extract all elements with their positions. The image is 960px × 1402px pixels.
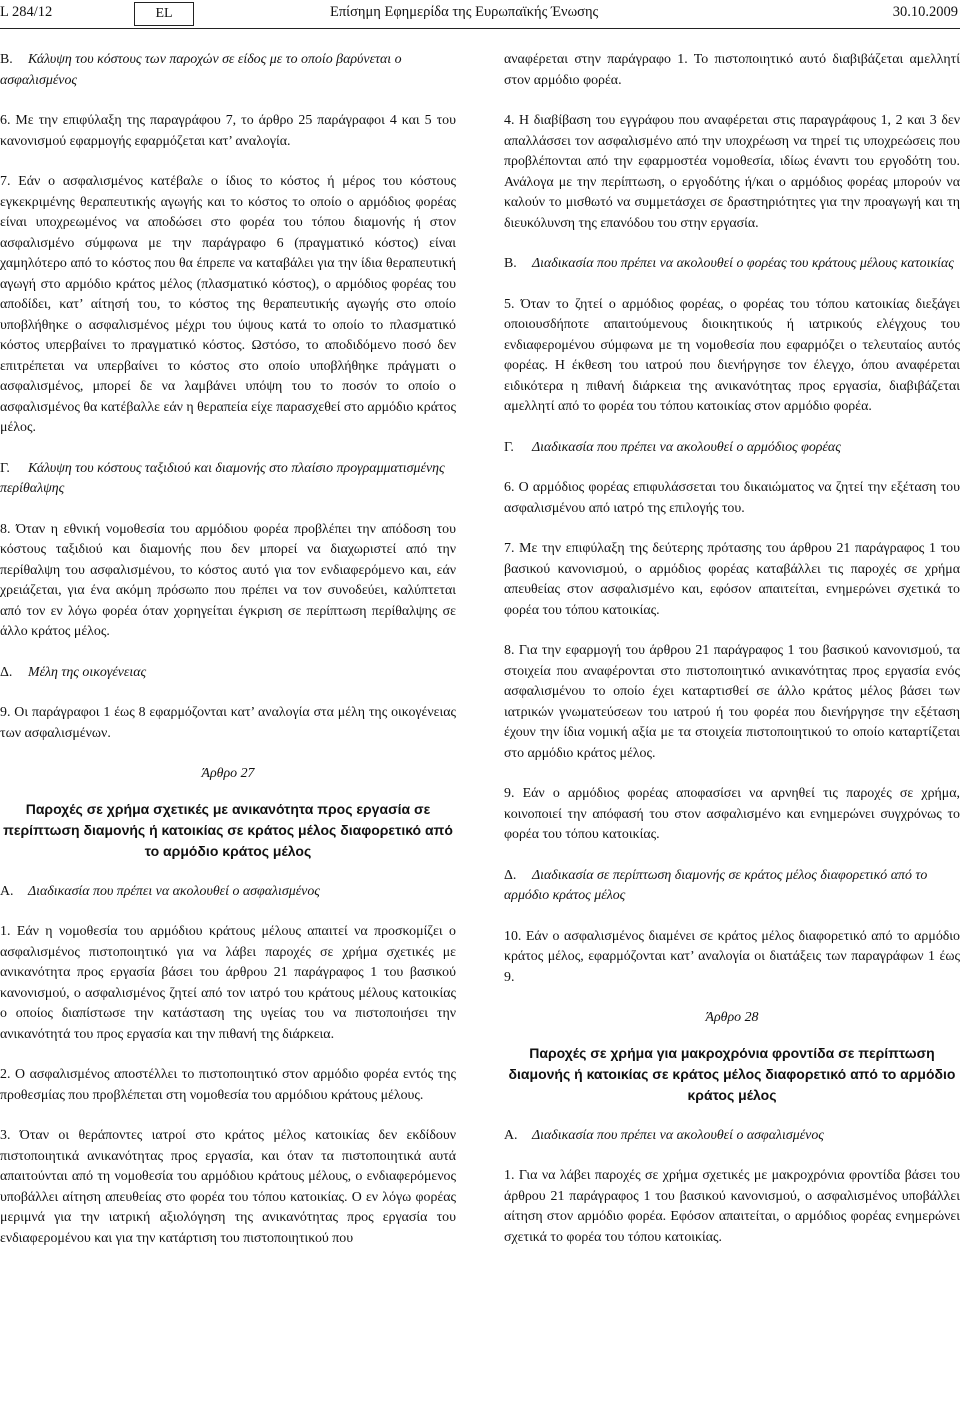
section-heading: Γ. Κάλυψη του κόστους ταξιδιού και διαμονής στο πλαίσιο προγραμματισμένης περίθαλψης: [0, 460, 445, 496]
paragraph-7: 7. Με την επιφύλαξη της δεύτερης πρότασης του άρθρου 21 παράγραφος 1 του βασικού κανονισμού, ο αρμόδιος φορέας καταβάλλει τις παροχές σε χρήμα απευθείας στον ασφαλισμένο και, εφόσον απαιτείται, ενημερώνει σχετικά το φορέα του τόπου κατοικίας.: [504, 541, 960, 618]
paragraph-continued: αναφέρεται στην παράγραφο 1. Το πιστοποιητικό αυτό διαβιβάζεται αμελλητί στον αρμόδιο φορέα.: [504, 52, 960, 88]
paragraph-6: 6. Με την επιφύλαξη της παραγράφου 7, το άρθρο 25 παράγραφοι 4 και 5 του κανονισμού εφαρμογής εφαρμόζεται κατ’ αναλογία.: [0, 113, 456, 149]
paragraph-8: 8. Όταν η εθνική νομοθεσία του αρμόδιου φορέα προβλέπει την απόδοση του κόστους ταξιδιού και διαμονής που δεν μπορεί να διαχωριστεί από την περίθαλψη του ασφαλισμένου, το κόστος αυτό για τον ενδιαφερόμενο και, εάν χρειάζεται, για ένα ακόμη πρόσωπο που πρέπει να τον συνοδεύει, καλύπτεται από τον εν λόγω φορέα όταν χορηγείται έγκριση σε περίπτωση περίθαλψης σε άλλο κράτος μέλος.: [0, 521, 456, 639]
article-heading: Παροχές σε χρήμα σχετικές με ανικανότητα προς εργασία σε περίπτωση διαμονής ή κατοικίας σε κράτος μέλος διαφορετικό από το αρμόδιο κράτος μέλος: [3, 800, 453, 859]
left-column: [0, 50, 456, 1269]
language-box: EL: [134, 2, 194, 26]
paragraph-7: 7. Εάν ο ασφαλισμένος κατέβαλε ο ίδιος το κόστος ή μέρος του κόστους εγκεκριμένης θεραπευτικής αγωγής και το κόστος το οποίο ο αρμόδιος φορέας είναι υποχρεωμένος να αποδώσει στο φορέα του τόπου διαμονής ή στον ασφαλισμένο σύμφωνα με την παράγραφο 6 (πραγματικό κόστος) είναι χαμηλότερο από το κόστος που θα έπρεπε να καταβάλει για την ίδια θεραπευτική αγωγή στο αρμόδιο κράτος μέλος (πλασματικό κόστος), ο αρμόδιος φορέας του αποδίδει, κατ’ αίτησή του, το κόστος της θεραπευτικής αγωγής στο οποίο υποβλήθηκε ο ασφαλισμένος μέχρι του ύψους κατά το οποίο το πλασματικό κόστος υπερβαίνει το πραγματικό κόστος. Ωστόσο, το αποδιδόμενο ποσό δεν επιτρέπεται να υπερβαίνει το κόστος στο οποίο υποβλήθηκε πράγματι ο ασφαλισμένος, μπορεί δε να λαμβάνει υπόψη του το ποσόν το οποίο ο ασφαλισμένος θα κατέβαλλε εάν η θεραπεία είχε παρασχεθεί στο αρμόδιο κράτος μέλος.: [0, 174, 456, 435]
section-heading: Α. Διαδικασία που πρέπει να ακολουθεί ο ασφαλισμένος: [504, 1127, 824, 1143]
article-heading: Παροχές σε χρήμα για μακροχρόνια φροντίδα σε περίπτωση διαμονής ή κατοικίας σε κράτος μέλος διαφορετικό από το αρμόδιο κράτος μέλος: [508, 1044, 956, 1103]
paragraph-1: 1. Εάν η νομοθεσία του αρμόδιου κράτους μέλους απαιτεί να προσκομίζει ο ασφαλισμένος πιστοποιητικό για να λάβει παροχές σε χρήμα σχετικές με ανικανότητα προς εργασία βάσει του άρθρου 21 παράγραφος 1 του βασικού κανονισμού, ο ασφαλισμένος ζητεί από τον ιατρό του κράτους μέλους κατοικίας ο οποίος διαπίστωσε την κατάσταση της υγείας του να πιστοποιήσει την ανικανότητά του προς εργασία και την πιθανή της διάρκεια.: [0, 924, 456, 1042]
section-heading: Δ. Μέλη της οικογένειας: [0, 664, 147, 680]
issue-date: 30.10.2009: [892, 4, 958, 20]
journal-title: Επίσημη Εφημερίδα της Ευρωπαϊκής Ένωσης: [330, 4, 599, 20]
section-heading: Γ. Διαδικασία που πρέπει να ακολουθεί ο αρμόδιος φορέας: [504, 439, 841, 455]
paragraph-9: 9. Εάν ο αρμόδιος φορέας αποφασίσει να αρνηθεί τις παροχές σε χρήμα, κοινοποιεί την απόφασή του στον ασφαλισμένο και ενημερώνει συγχρόνως το φορέα του τόπου κατοικίας.: [504, 786, 960, 842]
paragraph-3: 3. Όταν οι θεράποντες ιατροί στο κράτος μέλος κατοικίας δεν εκδίδουν πιστοποιητικά ανικανότητας προς εργασία, και όταν τα πιστοποιητικά αυτά απαιτούνται από τη νομοθεσία του αρμόδιου κράτους μέλους, ο ενδιαφερόμενος υποβάλλει αίτηση απευθείας στο φορέα του τόπου κατοικίας. Ο εν λόγω φορέας μεριμνά για την ιατρική αξιολόγηση της ανικανότητας προς εργασία του ενδιαφερομένου και για την κατάρτιση του πιστοποιητικού που: [0, 1128, 456, 1246]
paragraph-5: 5. Όταν το ζητεί ο αρμόδιος φορέας, ο φορέας του τόπου κατοικίας διεξάγει οποιουσδήποτε απαιτούμενους διοικητικούς ή ιατρικούς ελέγχους του ενδιαφερομένου σύμφωνα με τη νομοθεσία που εφαρμόζει ο τελευταίος αυτός φορέας. Η έκθεση του ιατρού που διενήργησε τον έλεγχο, όπου αναφέρεται ειδικότερα η πιθανή διάρκεια της ανικανότητας προς εργασία, διαβιβάζεται αμελλητί από το φορέα του τόπου κατοικίας στον αρμόδιο φορέα.: [504, 296, 960, 414]
section-heading: Α. Διαδικασία που πρέπει να ακολουθεί ο ασφαλισμένος: [0, 883, 320, 899]
paragraph-9: 9. Οι παράγραφοι 1 έως 8 εφαρμόζονται κατ’ αναλογία στα μέλη της οικογένειας των ασφαλισμένων.: [0, 705, 456, 741]
paragraph-4: 4. Η διαβίβαση του εγγράφου που αναφέρεται στις παραγράφους 1, 2 και 3 δεν απαλλάσσει τον ασφαλισμένο από την υποχρέωση να τηρεί τις υποχρεώσεις που προβλέπονται από την εφαρμοστέα νομοθεσία, ιδίως έναντι του εργοδότη του. Ανάλογα με την περίπτωση, ο εργοδότης ή/και ο αρμόδιος φορέας μπορούν να καλούν το μισθωτό να συμμετάσχει σε δραστηριότητες για την προαγωγή και τη διευκόλυνση της επανόδου του στην εργασία.: [504, 113, 960, 231]
paragraph-6: 6. Ο αρμόδιος φορέας επιφυλάσσεται του δικαιώματος να ζητεί την εξέταση του ασφαλισμένου από ιατρό της επιλογής του.: [504, 480, 960, 516]
section-heading: Δ. Διαδικασία σε περίπτωση διαμονής σε κράτος μέλος διαφορετικό από το αρμόδιο κράτος μέλος: [504, 867, 928, 903]
article-title: Άρθρο 28: [705, 1010, 759, 1025]
paragraph-1: 1. Για να λάβει παροχές σε χρήμα σχετικές με μακροχρόνια φροντίδα βάσει του άρθρου 21 παράγραφος 1 του βασικού κανονισμού, ο ασφαλισμένος υποβάλλει αίτηση στον αρμόδιο φορέα. Εφόσον απαιτείται, ο αρμόδιος φορέας ενημερώνει σχετικά το φορέα του τόπου κατοικίας.: [504, 1168, 960, 1245]
section-heading: Β. Διαδικασία που πρέπει να ακολουθεί ο φορέας του κράτους μέλους κατοικίας: [504, 256, 954, 271]
paragraph-2: 2. Ο ασφαλισμένος αποστέλλει το πιστοποιητικό στον αρμόδιο φορέα εντός της προθεσμίας που προβλέπεται στη νομοθεσία του αρμόδιου κράτους μέλους.: [0, 1067, 456, 1103]
right-column: [504, 50, 960, 1268]
article-title: Άρθρο 27: [201, 766, 255, 781]
section-heading: Β. Κάλυψη του κόστους των παροχών σε είδος με το οποίο βαρύνεται ο ασφαλισμένος: [0, 52, 402, 88]
paragraph-10: 10. Εάν ο ασφαλισμένος διαμένει σε κράτος μέλος διαφορετικό από το αρμόδιο κράτος μέλος, εφαρμόζονται κατ’ αναλογία οι διατάξεις των παραγράφων 1 έως 9.: [504, 928, 960, 985]
page-number: L 284/12: [0, 4, 53, 20]
paragraph-8: 8. Για την εφαρμογή του άρθρου 21 παράγραφος 1 του βασικού κανονισμού, τα στοιχεία που αναφέρονται στο πιστοποιητικό ανικανότητας προς εργασία ενός ασφαλισμένου το οποίο έχει καταρτισθεί σε άλλο κράτος μέλος βάσει των ιατρικών γνωματεύσεων του ιατρού ή του φορέα που διενήργησε την εξέταση έχουν την ίδια νομική αξία με τα στοιχεία πιστοποιητικού το οποίο καταρτίζεται στο αρμόδιο κράτος μέλος.: [504, 643, 960, 761]
header-divider: [0, 28, 960, 29]
